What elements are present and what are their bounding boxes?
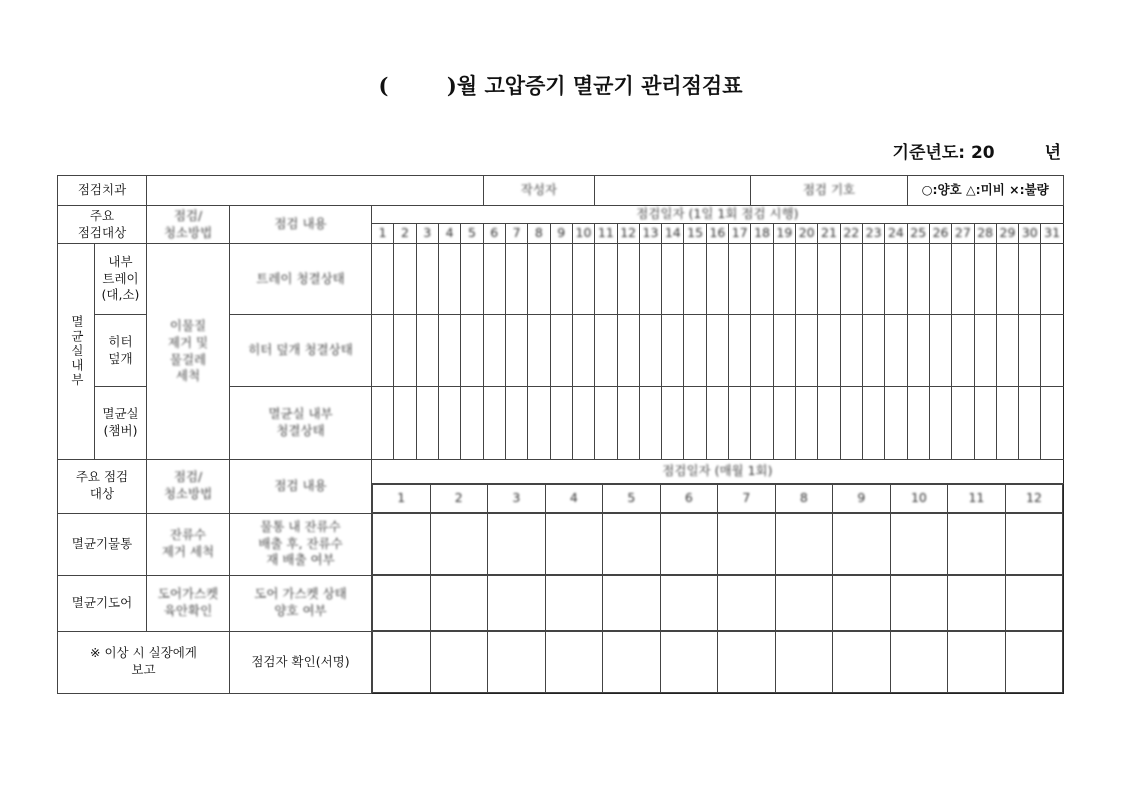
month-subgrid: [372, 484, 1063, 513]
daily-check-cell[interactable]: [461, 315, 483, 387]
monthly-check-cell[interactable]: [545, 514, 603, 575]
monthly-check-cell[interactable]: [1005, 514, 1063, 575]
group-label-sterilizer-interior: [58, 244, 95, 460]
daily-check-cell[interactable]: [706, 315, 728, 387]
monthly-check-cell[interactable]: [775, 514, 833, 575]
day-number: 16: [706, 224, 728, 244]
day-number: 26: [929, 224, 951, 244]
daily-item-row: [58, 244, 1064, 315]
daily-check-cell[interactable]: [773, 387, 795, 460]
daily-target-header-line: 점검대상: [77, 224, 127, 240]
daily-check-cell[interactable]: [505, 387, 527, 460]
signature-row: [373, 632, 1063, 693]
daily-check-cell[interactable]: [729, 387, 751, 460]
daily-item-name-line: 멸균실: [102, 406, 139, 422]
daily-check-cell[interactable]: [639, 315, 661, 387]
daily-check-cell[interactable]: [550, 244, 572, 315]
daily-check-cell[interactable]: [729, 244, 751, 315]
daily-item-name: [95, 387, 147, 460]
monthly-item-content: [230, 575, 372, 631]
daily-item-name-line: 덮개: [108, 350, 133, 366]
monthly-check-subgrid: [372, 513, 1063, 575]
daily-check-cell[interactable]: [394, 315, 416, 387]
daily-check-cell[interactable]: [572, 315, 594, 387]
footer-note-line: 보고: [131, 662, 156, 678]
monthly-check-cell[interactable]: [603, 576, 661, 631]
monthly-check-cell[interactable]: [660, 576, 718, 631]
daily-check-cell[interactable]: [996, 244, 1018, 315]
daily-check-cell[interactable]: [773, 315, 795, 387]
monthly-check-cell[interactable]: [373, 514, 431, 575]
day-number: 14: [662, 224, 684, 244]
month-number: 8: [775, 485, 833, 513]
daily-method-line: 세척: [175, 368, 201, 384]
day-number: 4: [438, 224, 460, 244]
daily-check-cell[interactable]: [996, 387, 1018, 460]
daily-content-header: 점검 내용: [230, 206, 372, 244]
day-number: 5: [461, 224, 483, 244]
day-number: 24: [885, 224, 907, 244]
day-number: 31: [1041, 224, 1063, 244]
daily-check-cell[interactable]: [438, 315, 460, 387]
daily-check-cell[interactable]: [572, 244, 594, 315]
monthly-check-holder: [372, 513, 1064, 575]
monthly-check-row: [373, 514, 1063, 575]
daily-check-cell[interactable]: [550, 315, 572, 387]
signature-cell[interactable]: [660, 632, 718, 693]
day-number: 21: [818, 224, 840, 244]
day-number: 13: [639, 224, 661, 244]
footer-row: [58, 631, 1064, 694]
daily-check-cell[interactable]: [907, 244, 929, 315]
daily-check-cell[interactable]: [862, 315, 884, 387]
daily-check-cell[interactable]: [372, 315, 394, 387]
monthly-item-method: [147, 575, 230, 631]
daily-check-cell[interactable]: [952, 315, 974, 387]
monthly-target-header-line: 대상: [89, 486, 115, 502]
monthly-check-cell[interactable]: [948, 514, 1006, 575]
signature-cell[interactable]: [890, 632, 948, 693]
monthly-check-cell[interactable]: [373, 576, 431, 631]
daily-check-cell[interactable]: [483, 387, 505, 460]
base-year-label: 기준년도:: [892, 143, 966, 163]
daily-check-cell[interactable]: [617, 244, 639, 315]
author-input-cell[interactable]: [595, 176, 751, 206]
day-number: 12: [617, 224, 639, 244]
base-year-suffix: 년: [1044, 143, 1061, 163]
daily-method-line: 제거 및: [167, 334, 209, 350]
inspection-table: [57, 175, 1064, 694]
daily-check-cell[interactable]: [662, 387, 684, 460]
monthly-item-method-line: 육안확인: [163, 603, 213, 618]
group-label-text: 멸균실내부: [69, 315, 85, 388]
daily-check-cell[interactable]: [1041, 387, 1063, 460]
daily-item-name: [95, 315, 147, 387]
daily-item-name-line: 트레이: [102, 270, 139, 286]
monthly-check-cell[interactable]: [833, 514, 891, 575]
daily-check-cell[interactable]: [528, 244, 550, 315]
month-number: 2: [430, 485, 488, 513]
daily-check-cell[interactable]: [662, 315, 684, 387]
monthly-item-content-line: 양호 여부: [274, 603, 327, 618]
monthly-check-cell[interactable]: [718, 576, 776, 631]
monthly-item-name: 멸균기도어: [58, 575, 147, 631]
monthly-item-row: [58, 513, 1064, 575]
daily-check-cell[interactable]: [929, 244, 951, 315]
signature-cell[interactable]: [833, 632, 891, 693]
monthly-check-cell[interactable]: [488, 576, 546, 631]
monthly-item-name: 멸균기물통: [58, 513, 147, 575]
signature-cell[interactable]: [373, 632, 431, 693]
daily-check-cell[interactable]: [617, 315, 639, 387]
monthly-item-content-line: 재 배출 여부: [266, 552, 335, 568]
signature-cell[interactable]: [488, 632, 546, 693]
month-number: 1: [373, 485, 431, 513]
daily-check-cell[interactable]: [796, 387, 818, 460]
monthly-check-cell[interactable]: [430, 514, 488, 575]
day-number: 17: [729, 224, 751, 244]
month-number: 11: [948, 485, 1006, 513]
daily-method-line: 물걸레: [169, 351, 207, 367]
signature-cell[interactable]: [948, 632, 1006, 693]
daily-check-cell[interactable]: [818, 387, 840, 460]
month-number: 6: [660, 485, 718, 513]
monthly-check-row: [373, 576, 1063, 631]
daily-check-cell[interactable]: [416, 244, 438, 315]
signature-label: 점검자 확인(서명): [230, 631, 372, 694]
daily-check-cell[interactable]: [416, 315, 438, 387]
monthly-header-row: [58, 460, 1064, 484]
daily-check-cell[interactable]: [929, 387, 951, 460]
daily-check-cell[interactable]: [885, 244, 907, 315]
day-number: 11: [595, 224, 617, 244]
monthly-method-header-line: 청소방법: [163, 486, 213, 502]
day-number: 18: [751, 224, 773, 244]
daily-check-cell[interactable]: [1019, 387, 1041, 460]
daily-method-header: [147, 206, 230, 244]
footer-note: [58, 631, 230, 694]
monthly-target-header-line: 주요 점검: [75, 469, 129, 485]
month-number-row: [373, 485, 1063, 513]
daily-header-row: [58, 206, 1064, 224]
month-number: 9: [833, 485, 891, 513]
daily-method-header-line: 점검/: [173, 207, 203, 223]
daily-check-cell[interactable]: [974, 244, 996, 315]
daily-check-cell[interactable]: [639, 244, 661, 315]
daily-check-cell[interactable]: [595, 244, 617, 315]
daily-check-cell[interactable]: [706, 387, 728, 460]
daily-item-name-line: 내부: [108, 253, 133, 269]
daily-check-cell[interactable]: [952, 387, 974, 460]
daily-check-cell[interactable]: [394, 387, 416, 460]
dept-input-cell[interactable]: [147, 176, 484, 206]
daily-check-cell[interactable]: [438, 387, 460, 460]
monthly-check-cell[interactable]: [890, 514, 948, 575]
daily-method-line: 이물질: [169, 317, 207, 333]
daily-check-cell[interactable]: [639, 387, 661, 460]
daily-check-cell[interactable]: [1041, 315, 1063, 387]
monthly-item-row: [58, 575, 1064, 631]
month-number: 12: [1005, 485, 1063, 513]
base-year-prefix: 20: [970, 143, 995, 163]
monthly-check-cell[interactable]: [545, 576, 603, 631]
daily-check-cell[interactable]: [974, 387, 996, 460]
day-number: 19: [773, 224, 795, 244]
daily-check-cell[interactable]: [885, 315, 907, 387]
day-number: 27: [952, 224, 974, 244]
daily-item-content-line: 트레이 청결상태: [256, 270, 345, 286]
monthly-check-cell[interactable]: [603, 514, 661, 575]
daily-check-cell[interactable]: [550, 387, 572, 460]
daily-check-cell[interactable]: [505, 315, 527, 387]
monthly-method-header-line: 점검/: [173, 469, 203, 485]
daily-check-cell[interactable]: [840, 244, 862, 315]
monthly-item-content: [230, 513, 372, 575]
daily-check-cell[interactable]: [885, 387, 907, 460]
day-number: 15: [684, 224, 706, 244]
monthly-target-header: [58, 460, 147, 514]
monthly-date-header: 점검일자 (매월 1회): [372, 460, 1064, 484]
monthly-item-method: [147, 513, 230, 575]
daily-check-cell[interactable]: [416, 387, 438, 460]
monthly-content-header: 점검 내용: [230, 460, 372, 514]
daily-check-cell[interactable]: [595, 315, 617, 387]
monthly-item-method-line: 도어가스켓: [157, 586, 219, 602]
month-number: 10: [890, 485, 948, 513]
daily-item-content-line: 청결상태: [276, 423, 325, 438]
day-number: 8: [528, 224, 550, 244]
monthly-check-cell[interactable]: [718, 514, 776, 575]
symbol-label: 점검 기호: [751, 176, 907, 206]
daily-check-cell[interactable]: [796, 244, 818, 315]
daily-check-cell[interactable]: [929, 315, 951, 387]
monthly-method-header: [147, 460, 230, 514]
day-number: 28: [974, 224, 996, 244]
signature-holder: [372, 631, 1064, 694]
daily-item-content-line: 히터 덮개 청결상태: [248, 342, 353, 358]
daily-check-cell[interactable]: [796, 315, 818, 387]
monthly-check-holder: [372, 575, 1064, 631]
footer-note-line: ※ 이상 시 실장에게: [90, 645, 197, 661]
symbol-legend: ○:양호 △:미비 ×:불량: [907, 176, 1063, 206]
daily-check-cell[interactable]: [1041, 244, 1063, 315]
daily-check-cell[interactable]: [862, 387, 884, 460]
daily-method-header-line: 청소방법: [163, 224, 213, 240]
day-number: 20: [796, 224, 818, 244]
daily-check-cell[interactable]: [706, 244, 728, 315]
signature-cell[interactable]: [545, 632, 603, 693]
day-number: 23: [862, 224, 884, 244]
daily-check-cell[interactable]: [1019, 315, 1041, 387]
monthly-item-method-line: 잔류수: [169, 527, 207, 543]
day-number: 29: [996, 224, 1018, 244]
daily-date-header: 점검일자 (1일 1회 점검 시행): [372, 206, 1064, 224]
month-number: 5: [603, 485, 661, 513]
daily-check-cell[interactable]: [528, 387, 550, 460]
daily-item-content: [230, 315, 372, 387]
day-number: 6: [483, 224, 505, 244]
signature-subgrid: [372, 631, 1063, 693]
monthly-item-content-line: 배출 후, 잔류수: [258, 535, 343, 551]
info-row: [58, 176, 1064, 206]
daily-check-cell[interactable]: [483, 315, 505, 387]
daily-check-cell[interactable]: [684, 387, 706, 460]
daily-item-name: [95, 244, 147, 315]
daily-check-cell[interactable]: [572, 387, 594, 460]
daily-item-content: [230, 244, 372, 315]
monthly-check-subgrid: [372, 575, 1063, 631]
day-number: 30: [1019, 224, 1041, 244]
base-year: [893, 138, 1061, 163]
daily-check-cell[interactable]: [1019, 244, 1041, 315]
daily-check-cell[interactable]: [818, 244, 840, 315]
daily-check-cell[interactable]: [528, 315, 550, 387]
daily-item-content-line: 멸균실 내부: [268, 406, 333, 422]
day-number: 22: [840, 224, 862, 244]
daily-item-content: [230, 387, 372, 460]
daily-check-cell[interactable]: [684, 244, 706, 315]
signature-cell[interactable]: [718, 632, 776, 693]
monthly-check-cell[interactable]: [890, 576, 948, 631]
day-number: 1: [372, 224, 394, 244]
daily-check-cell[interactable]: [461, 244, 483, 315]
day-number: 9: [550, 224, 572, 244]
month-number: 7: [718, 485, 776, 513]
daily-check-cell[interactable]: [840, 387, 862, 460]
daily-check-cell[interactable]: [773, 244, 795, 315]
daily-check-cell[interactable]: [996, 315, 1018, 387]
monthly-check-cell[interactable]: [833, 576, 891, 631]
month-number: 4: [545, 485, 603, 513]
daily-check-cell[interactable]: [438, 244, 460, 315]
daily-method-cell: [147, 244, 230, 460]
daily-check-cell[interactable]: [505, 244, 527, 315]
day-number: 2: [394, 224, 416, 244]
monthly-check-cell[interactable]: [1005, 576, 1063, 631]
monthly-item-content-line: 도어 가스켓 상태: [254, 586, 347, 602]
monthly-item-method-line: 제거 세척: [161, 544, 215, 559]
daily-check-cell[interactable]: [372, 244, 394, 315]
daily-check-cell[interactable]: [751, 315, 773, 387]
page-title: ( )월 고압증기 멸균기 관리점검표: [378, 73, 743, 98]
months-holder: [372, 484, 1064, 514]
daily-item-name-line: (대,소): [101, 287, 140, 303]
monthly-check-cell[interactable]: [660, 514, 718, 575]
author-label: 작성자: [483, 176, 595, 206]
day-number: 10: [572, 224, 594, 244]
daily-item-name-line: 히터: [108, 333, 133, 349]
daily-item-name-line: (챔버): [103, 423, 138, 438]
daily-check-cell[interactable]: [595, 387, 617, 460]
daily-check-cell[interactable]: [394, 244, 416, 315]
daily-check-cell[interactable]: [372, 387, 394, 460]
monthly-check-cell[interactable]: [430, 576, 488, 631]
daily-target-header-line: 주요: [89, 207, 115, 223]
day-number: 7: [505, 224, 527, 244]
monthly-check-cell[interactable]: [775, 576, 833, 631]
daily-check-cell[interactable]: [952, 244, 974, 315]
daily-check-cell[interactable]: [617, 387, 639, 460]
monthly-item-content-line: 물통 내 잔류수: [260, 518, 341, 534]
signature-cell[interactable]: [430, 632, 488, 693]
monthly-check-cell[interactable]: [948, 576, 1006, 631]
daily-check-cell[interactable]: [907, 315, 929, 387]
monthly-check-cell[interactable]: [488, 514, 546, 575]
signature-cell[interactable]: [775, 632, 833, 693]
daily-check-cell[interactable]: [461, 387, 483, 460]
day-number: 3: [416, 224, 438, 244]
daily-check-cell[interactable]: [729, 315, 751, 387]
daily-check-cell[interactable]: [974, 315, 996, 387]
daily-check-cell[interactable]: [662, 244, 684, 315]
daily-check-cell[interactable]: [862, 244, 884, 315]
day-number: 25: [907, 224, 929, 244]
daily-check-cell[interactable]: [751, 244, 773, 315]
daily-check-cell[interactable]: [818, 315, 840, 387]
daily-check-cell[interactable]: [840, 315, 862, 387]
daily-target-header: [58, 206, 147, 244]
daily-check-cell[interactable]: [483, 244, 505, 315]
signature-cell[interactable]: [1005, 632, 1063, 693]
daily-check-cell[interactable]: [751, 387, 773, 460]
daily-check-cell[interactable]: [907, 387, 929, 460]
dept-label: 점검치과: [58, 176, 147, 206]
daily-check-cell[interactable]: [684, 315, 706, 387]
month-number: 3: [488, 485, 546, 513]
signature-cell[interactable]: [603, 632, 661, 693]
